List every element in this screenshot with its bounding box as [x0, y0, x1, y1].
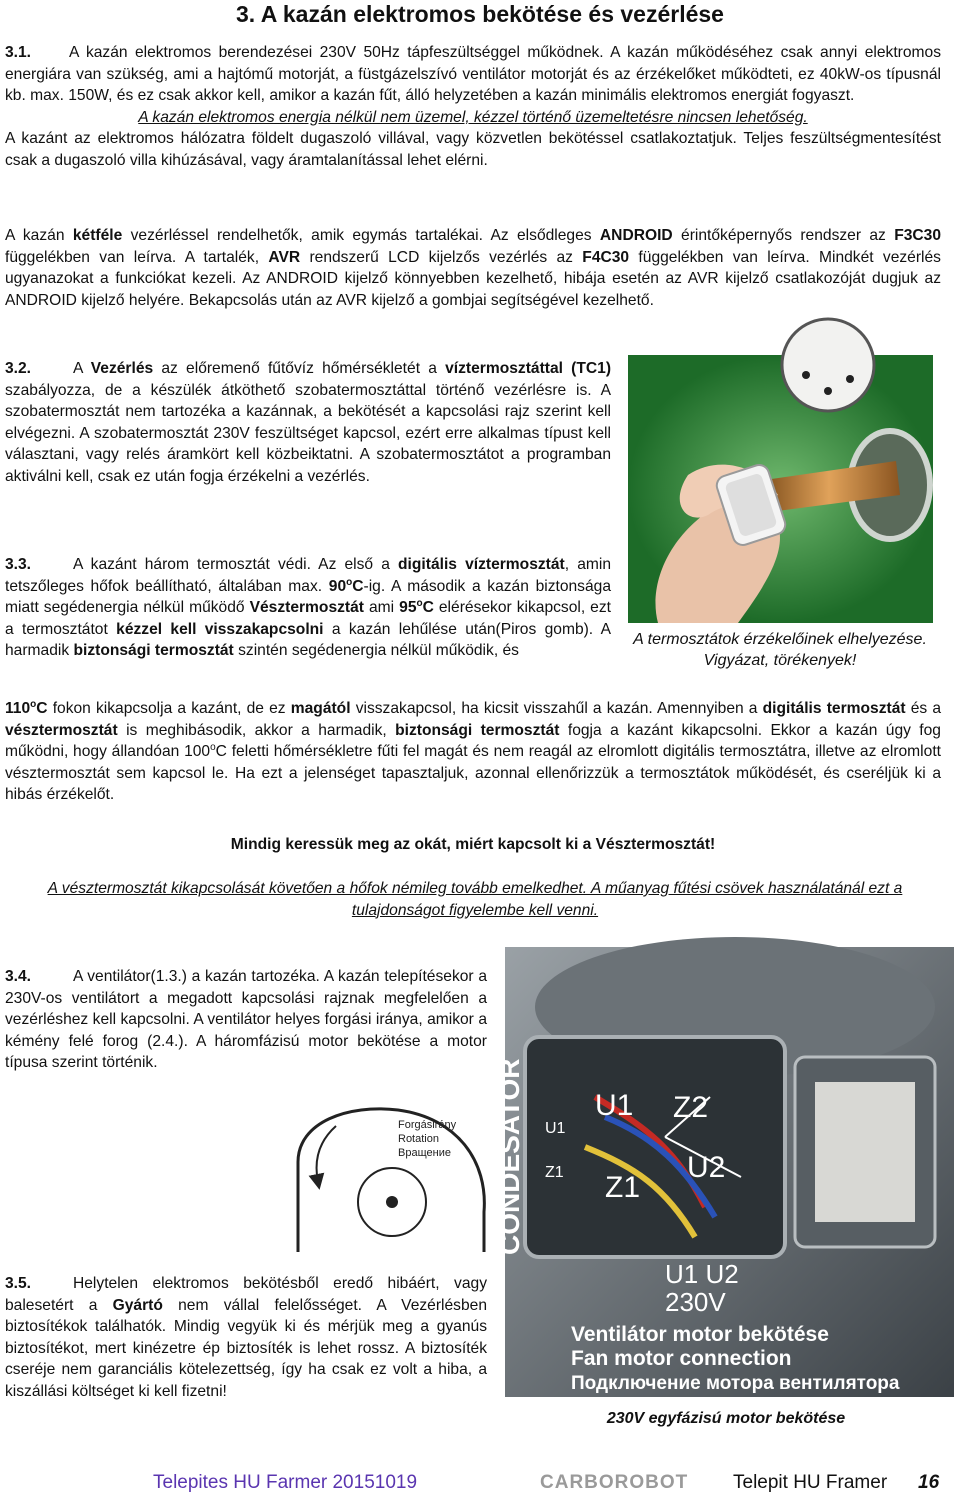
section-3-3-intro: 3.3. A kazánt három termosztát védi. Az első a digitális víztermosztát, amin tetszőleges hőfok beállítható, általában max. 90$^o$C-ig. A második a kazán biztonsága miatt segédenergia nélkül működő Vésztermosztát ami 95$^o$C elérésekor kikapcsol, ezt a termosztátot kézzel kell visszakapcsolni a kazán lehűlése után(Piros gomb). A harmadik biztonsági termosztát szintén segédenergia nélkül működik, és: [5, 556, 612, 659]
section-number: 3.4.: [5, 968, 32, 985]
paragraph: A kazánt az elektromos hálózatra földelt dugaszoló villával, vagy közvetlen bekötéssel csatlakoztatjuk. Teljes feszültségmentesítést csak a dugaszoló villa kihúzásával, vagy áramtalanítással lehet elérni.: [5, 130, 941, 169]
bottom-terminal-labels: U1 U2: [665, 1259, 739, 1289]
section-3-1: [5, 42, 941, 171]
motor-label-hu: Ventilátor motor bekötése: [571, 1323, 829, 1346]
z1-small-label: Z1: [545, 1164, 564, 1181]
footer-right: Telepit HU Framer: [733, 1472, 888, 1493]
u1-small-label: U1: [545, 1120, 566, 1137]
section-number: 3.5.: [5, 1275, 32, 1292]
fan-label-hu: Forgásirány: [398, 1119, 457, 1131]
footer-left: Telepites HU Farmer 20151019: [153, 1472, 418, 1493]
u1-label: U1: [595, 1089, 634, 1122]
voltage-label: 230V: [665, 1287, 726, 1317]
fan-label-ru: Вращение: [398, 1147, 451, 1159]
section-number: 3.1.: [5, 44, 32, 61]
motor-label-en: Fan motor connection: [571, 1347, 792, 1370]
fan-label-en: Rotation: [398, 1133, 439, 1145]
motor-connection-photo: [494, 947, 954, 1397]
warning-underlined: A kazán elektromos energia nélkül nem üzemel, kézzel történő üzemeltetésre nincsen lehetőség.: [138, 108, 808, 126]
control-types-paragraph: A kazán kétféle vezérléssel rendelhetők, amik egymás tartalékai. Az elsődleges ANDROID érintőképernyős rendszer az F3C30 függelékben van leírva. A tartalék, AVR rendszerű LCD kijelzős vezérlés az F4C30 függelékben van leírva. Mindkét vezérlés ugyanazokat a funkciókat kezeli. Az ANDROID kijelző könnyebben kezelhető, hibája esetén az AVR kijelző csatlakozóját dugjuk az ANDROID kijelző helyére. Bekapcsolás után az AVR kijelző a gombjai segítségével kezelhető.: [5, 227, 941, 309]
thermostat-sensor-photo: [628, 355, 933, 623]
page-number: 16: [918, 1472, 940, 1493]
paragraph: A kazán elektromos berendezései 230V 50Hz tápfeszültséggel működnek. A kazán működéséhez csak annyi elektromos energiára van szükség, ami a hajtómű motorját, a füstgázelszívó ventilátor motorját és az érzékelőket működteti, ez 40kW-os típusnál kb. max. 150W, és ez csak akkor kell, amikor a kazán fűt, álló helyzetében a kazán minimális elektromos energiát fogyaszt.: [5, 44, 941, 104]
section-3-2: 3.2. A Vezérlés az előremenő fűtővíz hőmérsékletét a víztermosztáttal (TC1) szabályozza, de a készülék átköthető szobatermosztáttal történő vezérlésre is. A szobatermosztát nem tartozéka a kazánnak, a bekötését a kapcsolási rajz szerint kell elvégezni. A szobatermosztát 230V feszültséget kapcsol, ezért erre alkalmas típust kell választani, vagy relés áramkört kell közbeiktatni. A szobatermosztátot a programban aktiválni kell, csak ez után fogja érzékelni a vezérlés.: [5, 360, 612, 485]
condesator-label: CONDESATOR: [494, 1058, 525, 1255]
note-underlined: A vésztermosztát kikapcsolását követően a hőfok némileg tovább emelkedhet. A műanyag fűtési csövek használatánál ezt a tulajdonságot figyelembe kell venni.: [47, 880, 903, 919]
section-number: 3.3.: [5, 556, 32, 573]
z2-label: Z2: [673, 1091, 709, 1124]
page-title: 3. A kazán elektromos bekötése és vezérlése: [236, 1, 724, 27]
carborobot-logo: CARBOROBOT: [540, 1472, 689, 1493]
figure-caption: 230V egyfázisú motor bekötése: [606, 1410, 846, 1427]
figure-caption: A termosztátok érzékelőinek elhelyezése. Vigyázat, törékenyek!: [633, 631, 927, 669]
section-3-3-body: 110$^o$C fokon kikapcsolja a kazánt, de ez magától visszakapcsol, ha kicsit visszahűl a kazán. Amennyiben a digitális termosztát és a vésztermosztát is meghibásodik, akkor a harmadik, biztonsági termosztát fogja a kazánt kikapcsolni. Ekkor a kazán úgy fog működni, hogy állandóan 100$^o$C feletti hőmérsékletre fűti fel magát és nem reagál az elromlott digitális termosztátra, illetve az elromlott vésztermosztát sem kapcsol le. Ha ezt a jelenséget tapasztaljuk, azonnal ellenőrizzük a termosztátok működését, és cseréljük ki a hibás érzékelőt.: [5, 698, 941, 803]
motor-label-ru: Подключение мотора вентилятора: [571, 1373, 900, 1394]
z1-label: Z1: [605, 1171, 641, 1204]
fan-rotation-drawing: [288, 1102, 496, 1258]
warning-bold: Mindig keressük meg az okát, miért kapcsolt ki a Vésztermosztát!: [230, 836, 716, 853]
section-3-4: 3.4. A ventilátor(1.3.) a kazán tartozéka. A kazán telepítésekor a 230V-os ventilátort a megadott kapcsolási rajznak megfelelően a vezérléshez kell kapcsolni. A ventilátor helyes forgási iránya, amikor a kémény felé forog (2.4.). A háromfázisú motor bekötése a motor típusa szerint történik.: [5, 968, 487, 1071]
section-3-5: 3.5. Helytelen elektromos bekötésből eredő hibáért, vagy balesetért a Gyártó nem vállal felelősséget. A Vezérlésben biztosítékok találhatók. Mindig vegyük ki és mérjük meg a gyanús biztosítékot, mert kinézetre ép biztosíték is lehet rossz. A biztosíték cseréje nem garanciális kötelezettség, így ha csak ez volt a hiba, a kiszállási költséget ki kell fizetni!: [5, 1275, 487, 1400]
section-number: 3.2.: [5, 360, 32, 377]
u2-label: U2: [687, 1151, 726, 1184]
